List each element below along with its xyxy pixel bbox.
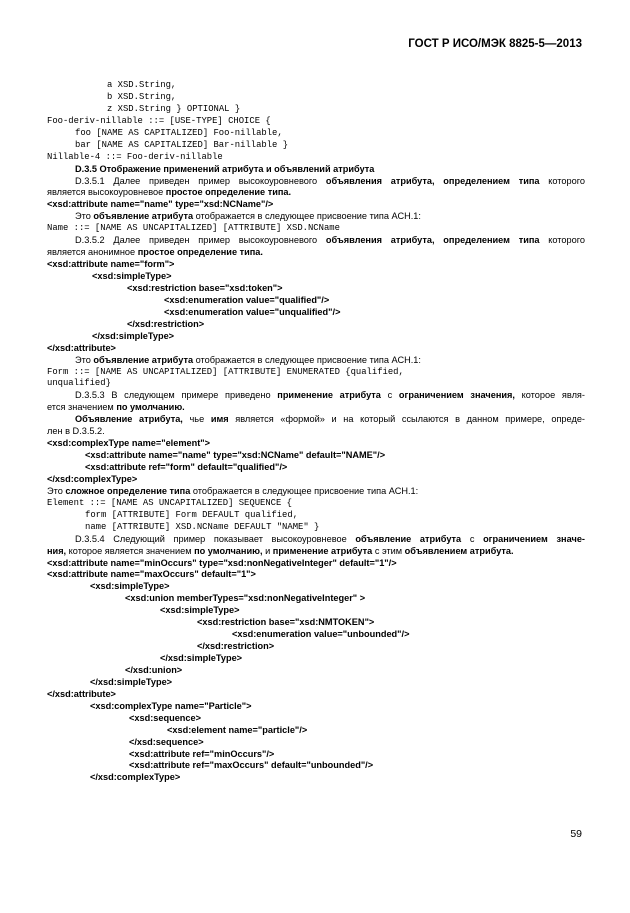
text-run: отображается в следующее присвоение типа АСН.1: xyxy=(190,485,419,496)
xsd-code-line xyxy=(47,438,585,450)
text-run: лен в D.3.5.2. xyxy=(47,426,105,437)
text-run: <xsd:attribute ref="minOccurs"/> xyxy=(129,748,275,759)
xsd-code-line xyxy=(47,450,585,462)
text-run: <xsd:simpleType> xyxy=(90,581,170,592)
bold-term: ограничением значе- xyxy=(483,533,585,544)
text-run: Name ::= [NAME AS UNCAPITALIZED] [ATTRIBUTE] XSD.NCName xyxy=(47,223,340,234)
text-run: </xsd:attribute> xyxy=(47,342,116,353)
xsd-code-line xyxy=(47,772,585,784)
bold-term: объявление атрибута xyxy=(355,533,462,544)
bold-term: объявление атрибута xyxy=(93,354,194,365)
text-run: которого xyxy=(539,235,585,246)
text-run: с этим xyxy=(372,545,405,556)
text-run: </xsd:sequence> xyxy=(129,736,204,747)
xsd-code-line xyxy=(47,199,585,211)
text-run: <xsd:enumeration value="unqualified"/> xyxy=(164,306,341,317)
text-run: является анонимное xyxy=(47,247,138,258)
text-run: </xsd:complexType> xyxy=(90,772,181,783)
xsd-code-line xyxy=(47,593,585,605)
xsd-code-line xyxy=(47,677,585,689)
text-line xyxy=(47,164,585,176)
xsd-code-line xyxy=(47,343,585,355)
text-line xyxy=(47,546,585,558)
xsd-code-line xyxy=(47,462,585,474)
text-run: <xsd:sequence> xyxy=(129,712,202,723)
bold-term: объявления атрибута, определением типа xyxy=(325,235,540,246)
asn1-code-line xyxy=(47,510,585,522)
xsd-code-line xyxy=(47,665,585,677)
text-run: foo [NAME AS CAPITALIZED] Foo-nillable, xyxy=(75,127,283,138)
text-run: отображается в следующее присвоение типа АСН.1: xyxy=(193,354,421,365)
text-run: с xyxy=(461,533,484,544)
text-run: Foo-deriv-nillable ::= [USE-TYPE] CHOICE { xyxy=(47,115,271,126)
bold-term: объявления атрибута, определением типа xyxy=(325,175,540,186)
text-run: <xsd:attribute name="minOccurs" type="xsd:nonNegativeInteger" default="1"/> xyxy=(47,557,397,568)
asn1-code-line xyxy=(47,223,585,235)
page-number: 59 xyxy=(570,828,582,840)
text-run: Это xyxy=(47,485,66,496)
xsd-code-line xyxy=(47,701,585,713)
document-header: ГОСТ Р ИСО/МЭК 8825-5—2013 xyxy=(408,38,582,50)
text-line xyxy=(47,414,585,426)
text-run: является высокоуровневое xyxy=(47,187,166,198)
text-run: <xsd:attribute name="form"> xyxy=(47,259,175,270)
text-run: с xyxy=(380,390,399,401)
xsd-code-line xyxy=(47,689,585,701)
bold-term: объявлением атрибута. xyxy=(404,545,514,556)
text-run: отображается в следующее присвоение типа АСН.1: xyxy=(193,211,421,222)
asn1-code-line xyxy=(47,128,585,140)
xsd-code-line xyxy=(47,569,585,581)
text-run: D.3.5.4 Следующий пример показывает высокоуровневое xyxy=(75,533,356,544)
text-run: <xsd:enumeration value="qualified"/> xyxy=(164,294,330,305)
text-line xyxy=(47,247,585,259)
xsd-code-line xyxy=(47,474,585,486)
text-line xyxy=(47,176,585,188)
text-run: которого xyxy=(539,175,585,186)
text-run: bar [NAME AS CAPITALIZED] Bar-nillable } xyxy=(75,139,289,150)
text-run: Это xyxy=(75,354,94,365)
bold-term: ограничением значения, xyxy=(398,390,515,401)
text-run: unqualified} xyxy=(47,378,111,389)
xsd-code-line xyxy=(47,617,585,629)
text-run: </xsd:union> xyxy=(125,664,183,675)
asn1-code-line xyxy=(47,116,585,128)
text-run: </xsd:simpleType> xyxy=(90,676,173,687)
text-run: <xsd:enumeration value="unbounded"/> xyxy=(232,629,410,640)
text-run: Это xyxy=(75,211,94,222)
xsd-code-line xyxy=(47,319,585,331)
asn1-code-line xyxy=(47,140,585,152)
text-run: <xsd:simpleType> xyxy=(160,605,240,616)
text-run: <xsd:attribute ref="maxOccurs" default="unbounded"/> xyxy=(129,760,374,771)
text-run: является «формой» и на который ссылаются в данном примере, опреде- xyxy=(228,414,585,425)
xsd-code-line xyxy=(47,605,585,617)
text-run: <xsd:element name="particle"/> xyxy=(167,724,308,735)
xsd-code-line xyxy=(47,283,585,295)
asn1-code-line xyxy=(47,80,585,92)
text-run: </xsd:complexType> xyxy=(47,473,138,484)
text-line xyxy=(47,402,585,414)
text-line xyxy=(47,390,585,402)
xsd-code-line xyxy=(47,713,585,725)
text-run: </xsd:restriction> xyxy=(197,641,275,652)
text-run: D.3.5.1 Далее приведен пример высокоуровневого xyxy=(75,175,326,186)
text-run: Nillable-4 ::= Foo-deriv-nillable xyxy=(47,151,223,162)
bold-term: применение атрибута xyxy=(277,390,381,401)
text-run: form [ATTRIBUTE] Form DEFAULT qualified, xyxy=(85,509,299,520)
asn1-code-line xyxy=(47,498,585,510)
xsd-code-line xyxy=(47,760,585,772)
text-run: a XSD.String, xyxy=(107,80,177,90)
bold-term: ния, xyxy=(47,545,67,556)
xsd-code-line xyxy=(47,653,585,665)
asn1-code-line xyxy=(47,92,585,104)
xsd-code-line xyxy=(47,558,585,570)
xsd-code-line xyxy=(47,271,585,283)
bold-term: Объявление атрибута, xyxy=(75,414,183,425)
text-line xyxy=(47,426,585,438)
text-line xyxy=(47,211,585,223)
text-run: <xsd:union memberTypes="xsd:nonNegativeInteger" > xyxy=(125,593,366,604)
bold-term: объявление атрибута xyxy=(93,211,194,222)
text-run: </xsd:attribute> xyxy=(47,688,116,699)
text-run: <xsd:attribute name="maxOccurs" default="1"> xyxy=(47,569,256,580)
xsd-code-line xyxy=(47,737,585,749)
xsd-code-line xyxy=(47,307,585,319)
asn1-code-line xyxy=(47,367,585,379)
text-run: чье xyxy=(182,414,211,425)
text-run: <xsd:attribute ref="form" default="qualified"/> xyxy=(85,462,288,472)
text-run: </xsd:simpleType> xyxy=(160,653,243,663)
bold-term: применение атрибута xyxy=(272,545,373,556)
text-run: <xsd:complexType name="element"> xyxy=(47,438,211,449)
text-run: Form ::= [NAME AS UNCAPITALIZED] [ATTRIBUTE] ENUMERATED {qualified, xyxy=(47,366,404,377)
xsd-code-line xyxy=(47,331,585,343)
bold-term: имя xyxy=(210,414,229,425)
asn1-code-line xyxy=(47,152,585,164)
asn1-code-line xyxy=(47,522,585,534)
text-run: z XSD.String } OPTIONAL } xyxy=(107,103,241,114)
text-line xyxy=(47,355,585,367)
xsd-code-line xyxy=(47,725,585,737)
xsd-code-line xyxy=(47,641,585,653)
asn1-code-line xyxy=(47,104,585,116)
text-run: D.3.5.3 В следующем примере приведено xyxy=(75,390,278,401)
bold-term: по умолчанию. xyxy=(116,402,185,413)
bold-term: D.3.5 Отображение применений атрибута и объявлений атрибута xyxy=(75,163,375,174)
text-line xyxy=(47,534,585,546)
xsd-code-line xyxy=(47,581,585,593)
asn1-code-line xyxy=(47,378,585,390)
text-line xyxy=(47,187,585,199)
text-run: которое является значением xyxy=(66,545,195,556)
text-run: </xsd:simpleType> xyxy=(92,330,175,341)
text-run: <xsd:restriction base="xsd:NMTOKEN"> xyxy=(197,617,375,628)
text-run: <xsd:attribute name="name" type="xsd:NCName" default="NAME"/> xyxy=(85,450,386,461)
text-run: <xsd:restriction base="xsd:token"> xyxy=(127,282,283,293)
text-line xyxy=(47,486,585,498)
bold-term: по умолчанию, xyxy=(194,545,263,556)
text-run: ется значением xyxy=(47,402,117,413)
xsd-code-line xyxy=(47,295,585,307)
xsd-code-line xyxy=(47,749,585,761)
text-run: D.3.5.2 Далее приведен пример высокоуровневого xyxy=(75,235,326,246)
text-run: </xsd:restriction> xyxy=(127,318,205,329)
text-run: Element ::= [NAME AS UNCAPITALIZED] SEQUENCE { xyxy=(47,497,292,508)
bold-term: простое определение типа. xyxy=(137,247,263,258)
text-run: <xsd:complexType name="Particle"> xyxy=(90,700,252,711)
page-body xyxy=(47,80,585,784)
text-run: name [ATTRIBUTE] XSD.NCName DEFAULT "NAME" } xyxy=(85,521,320,532)
text-run: и xyxy=(262,545,273,556)
text-run: которое явля- xyxy=(514,390,585,401)
text-run: <xsd:attribute name="name" type="xsd:NCName"/> xyxy=(47,199,274,210)
xsd-code-line xyxy=(47,259,585,271)
text-line xyxy=(47,235,585,247)
text-run: b XSD.String, xyxy=(107,91,177,102)
bold-term: простое определение типа. xyxy=(165,187,292,198)
bold-term: сложное определение типа xyxy=(65,485,191,496)
xsd-code-line xyxy=(47,629,585,641)
text-run: <xsd:simpleType> xyxy=(92,271,172,281)
